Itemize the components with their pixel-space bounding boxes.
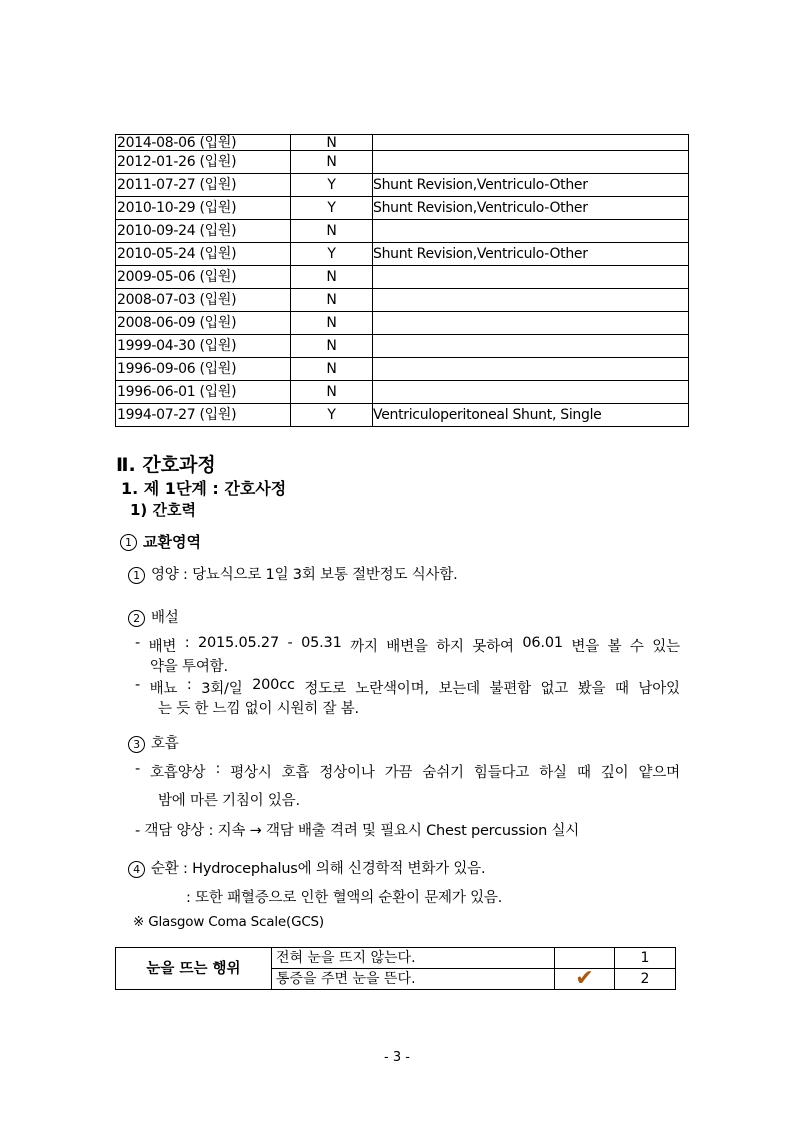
- surgery-flag: N: [291, 151, 373, 174]
- elimination-heading: [128, 606, 179, 627]
- admission-date: 2009-05-06 (입원): [116, 266, 291, 289]
- gcs-score: 1: [615, 948, 676, 969]
- circled-number: 3: [128, 736, 145, 753]
- circulation-text: 순환 : Hydrocephalus에 의해 신경학적 변화가 있음.: [151, 861, 486, 877]
- table-row: [116, 381, 689, 404]
- table-row: [116, 266, 689, 289]
- procedure-name: [373, 335, 689, 358]
- admission-date: 1999-04-30 (입원): [116, 335, 291, 358]
- table-row: [116, 135, 689, 151]
- procedure-name: [373, 312, 689, 335]
- respiration-pattern-line-2: 밤에 마른 기침이 있음.: [158, 793, 300, 809]
- surgery-flag: N: [291, 220, 373, 243]
- table-row: [116, 404, 689, 427]
- surgery-flag: Y: [291, 197, 373, 220]
- table-row: [116, 358, 689, 381]
- table-row: [116, 174, 689, 197]
- section-title: Ⅱ. 간호과정: [116, 454, 216, 476]
- circled-number: 1: [120, 534, 137, 551]
- surgery-flag: N: [291, 266, 373, 289]
- bowel-line-2: 약을 투여함.: [150, 659, 228, 675]
- step-title: 1. 제 1단계 : 간호사정: [121, 479, 287, 498]
- page-number: - 3 -: [384, 1050, 410, 1065]
- procedure-name: Shunt Revision,Ventriculo-Other: [373, 174, 689, 197]
- subsection-title: 1) 간호력: [130, 501, 196, 519]
- gcs-title: ※ Glasgow Coma Scale(GCS): [133, 914, 324, 930]
- circled-number: 1: [128, 567, 145, 584]
- nutrition-item: [128, 563, 458, 584]
- procedure-name: Ventriculoperitoneal Shunt, Single: [373, 404, 689, 427]
- surgery-flag: N: [291, 358, 373, 381]
- respiration-heading: [128, 732, 179, 753]
- table-row: [116, 220, 689, 243]
- gcs-table: [115, 947, 676, 990]
- surgery-flag: Y: [291, 404, 373, 427]
- circled-number: 2: [128, 610, 145, 627]
- surgery-flag: N: [291, 312, 373, 335]
- elimination-title: 배설: [151, 610, 179, 626]
- table-row: [116, 289, 689, 312]
- procedure-name: [373, 135, 689, 151]
- circulation-line-1: [128, 857, 485, 878]
- gcs-description: 전혀 눈을 뜨지 않는다.: [272, 948, 555, 969]
- admission-date: 2011-07-27 (입원): [116, 174, 291, 197]
- surgery-flag: Y: [291, 174, 373, 197]
- surgery-flag: N: [291, 335, 373, 358]
- nutrition-text: 영양 : 당뇨식으로 1일 3회 보통 절반정도 식사함.: [151, 567, 458, 583]
- exchange-area-heading: [120, 531, 201, 552]
- admission-history-table: [115, 134, 689, 427]
- circulation-line-2: : 또한 패혈증으로 인한 혈액의 순환이 문제가 있음.: [186, 890, 503, 906]
- admission-date: 1996-06-01 (입원): [116, 381, 291, 404]
- surgery-flag: N: [291, 289, 373, 312]
- admission-date: 2010-09-24 (입원): [116, 220, 291, 243]
- gcs-score: 2: [615, 969, 676, 990]
- gcs-category: 눈을 뜨는 행위: [116, 948, 272, 990]
- surgery-flag: Y: [291, 243, 373, 266]
- table-row: [116, 312, 689, 335]
- table-row: [116, 151, 689, 174]
- exchange-area-title: 교환영역: [143, 533, 201, 551]
- admission-date: 2012-01-26 (입원): [116, 151, 291, 174]
- sputum-line: - 객담 양상 : 지속 → 객담 배출 격려 및 필요시 Chest percussion 실시: [135, 823, 580, 839]
- procedure-name: [373, 266, 689, 289]
- procedure-name: Shunt Revision,Ventriculo-Other: [373, 243, 689, 266]
- procedure-name: [373, 151, 689, 174]
- procedure-name: [373, 358, 689, 381]
- admission-date: 2010-05-24 (입원): [116, 243, 291, 266]
- admission-date: 2014-08-06 (입원): [116, 135, 291, 151]
- bowel-line-1: - 배변 : 2015.05.27 - 05.31 까지 배변을 하지 못하여 06.01 변을 볼 수 있는: [135, 635, 680, 655]
- admission-date: 2010-10-29 (입원): [116, 197, 291, 220]
- check-mark-icon: ✔: [555, 969, 615, 990]
- respiration-pattern-line-1: - 호흡양상 : 평상시 호흡 정상이나 가끔 숨쉬기 힘들다고 하실 때 깊이 얕으며: [135, 761, 680, 781]
- table-row: [116, 197, 689, 220]
- gcs-description: 통증을 주면 눈을 뜬다.: [272, 969, 555, 990]
- circled-number: 4: [128, 861, 145, 878]
- table-row: [116, 335, 689, 358]
- procedure-name: [373, 381, 689, 404]
- procedure-name: [373, 289, 689, 312]
- procedure-name: Shunt Revision,Ventriculo-Other: [373, 197, 689, 220]
- surgery-flag: N: [291, 135, 373, 151]
- table-row: [116, 243, 689, 266]
- surgery-flag: N: [291, 381, 373, 404]
- urine-line-2: 는 듯 한 느낌 없이 시원히 잘 봄.: [158, 701, 359, 717]
- urine-line-1: - 배뇨 : 3회/일 200cc 정도로 노란색이며, 보는데 불편함 없고 봤을 때 남아있: [135, 677, 680, 697]
- admission-date: 1996-09-06 (입원): [116, 358, 291, 381]
- admission-date: 1994-07-27 (입원): [116, 404, 291, 427]
- respiration-title: 호흡: [151, 736, 179, 752]
- procedure-name: [373, 220, 689, 243]
- admission-date: 2008-06-09 (입원): [116, 312, 291, 335]
- admission-date: 2008-07-03 (입원): [116, 289, 291, 312]
